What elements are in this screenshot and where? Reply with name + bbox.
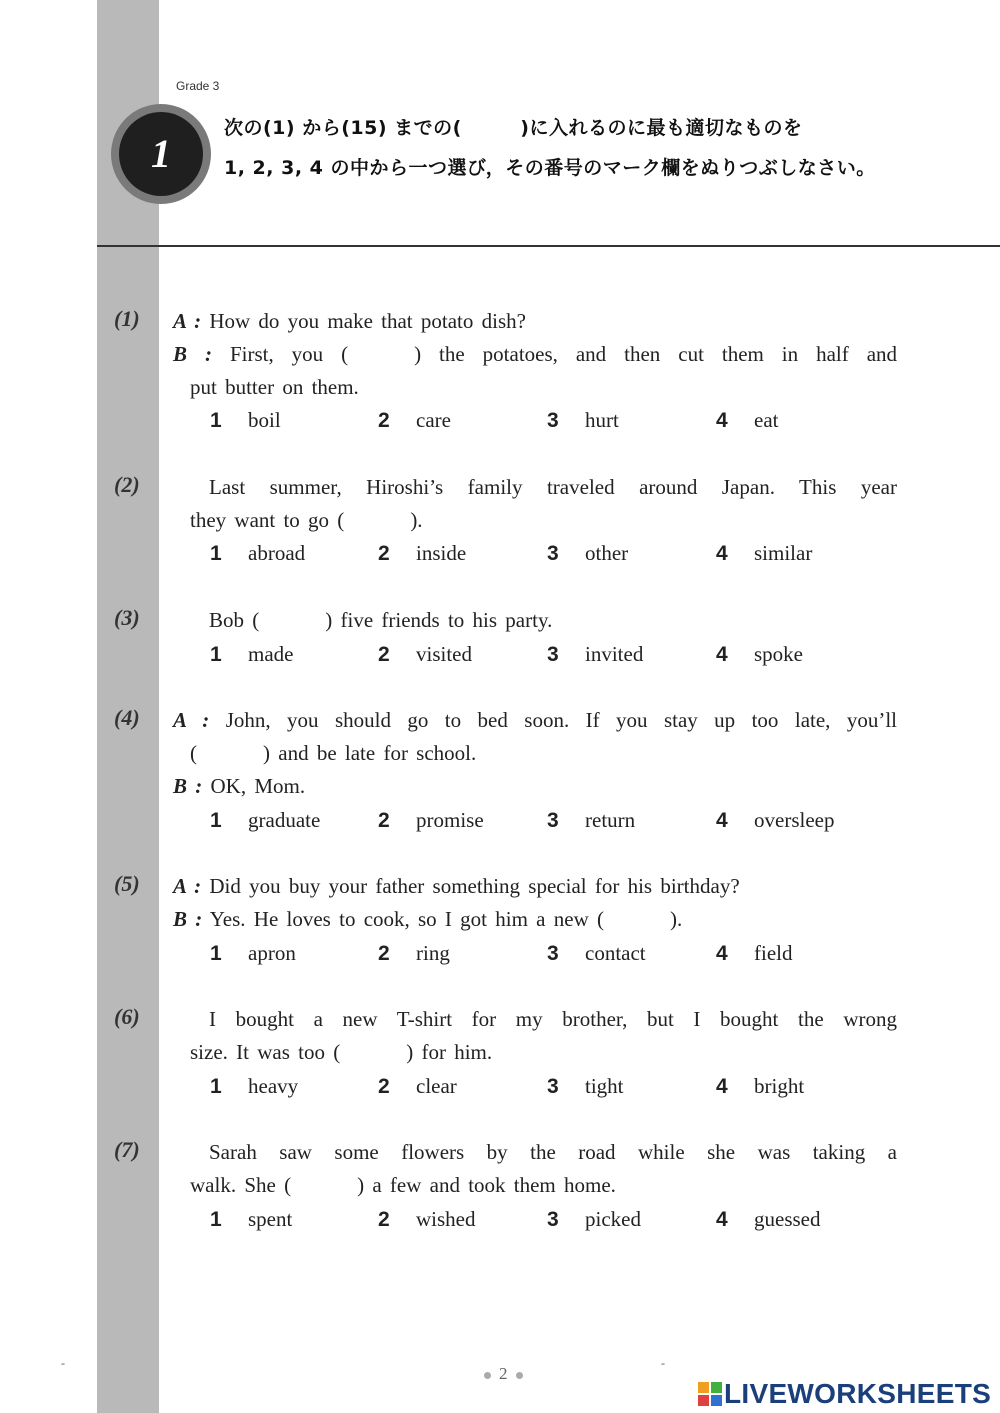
option-number: 2 bbox=[378, 542, 390, 565]
question-line bbox=[173, 874, 740, 899]
option-text: eat bbox=[754, 408, 779, 432]
answer-option[interactable] bbox=[210, 541, 305, 566]
option-text: spent bbox=[248, 1207, 293, 1231]
option-text: oversleep bbox=[754, 808, 835, 832]
answer-option[interactable] bbox=[716, 1074, 804, 1099]
line-text: How do you make that potato dish? bbox=[209, 309, 526, 333]
page-number-area bbox=[476, 1364, 531, 1384]
header-divider bbox=[97, 245, 1000, 247]
question-line: put butter on them. bbox=[190, 375, 359, 399]
option-number: 3 bbox=[547, 809, 559, 832]
option-number: 4 bbox=[716, 1208, 728, 1231]
option-text: similar bbox=[754, 541, 813, 565]
section-number: 1 bbox=[119, 112, 203, 196]
answer-option[interactable] bbox=[210, 1207, 292, 1232]
question-number: (4) bbox=[114, 705, 140, 730]
speaker-label: B : bbox=[173, 774, 203, 798]
option-text: field bbox=[754, 941, 793, 965]
answer-option[interactable] bbox=[547, 1207, 641, 1232]
speaker-label: A : bbox=[173, 708, 210, 732]
answer-option[interactable] bbox=[547, 642, 643, 667]
instruction-line-1: 次の(1) から(15) までの( )に入れるのに最も適切なものを bbox=[224, 117, 803, 139]
line-text: size. It was too ( bbox=[190, 1040, 341, 1064]
answer-option[interactable] bbox=[210, 1074, 298, 1099]
question-line bbox=[190, 1173, 616, 1198]
option-number: 4 bbox=[716, 1075, 728, 1098]
option-text: hurt bbox=[585, 408, 619, 432]
question-line bbox=[173, 342, 897, 367]
option-text: abroad bbox=[248, 541, 306, 565]
question-number: (2) bbox=[114, 472, 140, 497]
speaker-label: B : bbox=[173, 342, 212, 366]
option-number: 1 bbox=[210, 542, 222, 565]
answer-option[interactable] bbox=[378, 1074, 457, 1099]
option-text: care bbox=[416, 408, 451, 432]
answer-option[interactable] bbox=[210, 808, 320, 833]
section-badge bbox=[111, 104, 211, 204]
answer-option[interactable] bbox=[716, 642, 803, 667]
question-line bbox=[173, 907, 682, 932]
option-text: spoke bbox=[754, 642, 803, 666]
option-text: bright bbox=[754, 1074, 805, 1098]
answer-option[interactable] bbox=[378, 941, 450, 966]
question-line bbox=[173, 309, 526, 334]
line-text: they want to go ( bbox=[190, 508, 345, 532]
line-text: ) five friends to his party. bbox=[325, 608, 553, 632]
option-text: inside bbox=[416, 541, 467, 565]
answer-option[interactable] bbox=[716, 541, 812, 566]
line-text: Bob ( bbox=[209, 608, 260, 632]
line-text: walk. She ( bbox=[190, 1173, 292, 1197]
line-text: ) the potatoes, and then cut them in half and bbox=[414, 342, 898, 366]
option-number: 1 bbox=[210, 1075, 222, 1098]
answer-option[interactable] bbox=[378, 808, 484, 833]
option-number: 3 bbox=[547, 942, 559, 965]
option-text: picked bbox=[585, 1207, 641, 1231]
option-text: boil bbox=[248, 408, 281, 432]
option-text: visited bbox=[416, 642, 472, 666]
option-text: made bbox=[248, 642, 294, 666]
answer-option[interactable] bbox=[547, 808, 635, 833]
option-number: 1 bbox=[210, 1208, 222, 1231]
liveworksheets-icon bbox=[698, 1382, 722, 1406]
option-number: 1 bbox=[210, 409, 222, 432]
option-text: heavy bbox=[248, 1074, 299, 1098]
line-text: ). bbox=[669, 907, 683, 931]
answer-option[interactable] bbox=[716, 941, 792, 966]
question-line: I bought a new T-shirt for my brother, but I bought the wrong bbox=[209, 1007, 897, 1031]
option-text: other bbox=[585, 541, 629, 565]
line-text: ( bbox=[190, 741, 197, 765]
question-line: Sarah saw some flowers by the road while she was taking a bbox=[209, 1140, 897, 1164]
option-text: apron bbox=[248, 941, 296, 965]
question-line bbox=[190, 1040, 492, 1065]
answer-option[interactable] bbox=[378, 1207, 476, 1232]
question-number: (3) bbox=[114, 605, 140, 630]
option-number: 2 bbox=[378, 643, 390, 666]
question-line bbox=[190, 741, 476, 766]
option-text: graduate bbox=[248, 808, 321, 832]
line-text: ). bbox=[410, 508, 423, 532]
option-text: tight bbox=[585, 1074, 624, 1098]
answer-option[interactable] bbox=[378, 408, 451, 433]
question-number: (6) bbox=[114, 1004, 140, 1029]
option-text: ring bbox=[416, 941, 450, 965]
answer-option[interactable] bbox=[716, 808, 834, 833]
page-number: 2 bbox=[499, 1364, 508, 1383]
line-text: Did you buy your father something special for his birthday? bbox=[209, 874, 740, 898]
option-number: 3 bbox=[547, 542, 559, 565]
crop-mark: - bbox=[61, 1356, 65, 1370]
answer-option[interactable] bbox=[547, 408, 619, 433]
grade-label: Grade 3 bbox=[176, 79, 220, 93]
instruction-line-2: 1, 2, 3, 4 の中から一つ選び，その番号のマーク欄をぬりつぶしなさい。 bbox=[224, 157, 876, 179]
dot-icon bbox=[484, 1372, 491, 1379]
option-number: 4 bbox=[716, 409, 728, 432]
speaker-label: B : bbox=[173, 907, 203, 931]
crop-mark: - bbox=[661, 1356, 665, 1370]
option-number: 3 bbox=[547, 643, 559, 666]
option-text: guessed bbox=[754, 1207, 821, 1231]
option-text: promise bbox=[416, 808, 484, 832]
question-line: Last summer, Hiroshi’s family traveled around Japan. This year bbox=[209, 475, 897, 499]
option-number: 4 bbox=[716, 809, 728, 832]
line-text: ) a few and took them home. bbox=[357, 1173, 616, 1197]
option-number: 3 bbox=[547, 409, 559, 432]
brand-logo[interactable] bbox=[698, 1378, 991, 1410]
question-line bbox=[173, 774, 305, 799]
question-number: (5) bbox=[114, 871, 140, 896]
option-text: clear bbox=[416, 1074, 457, 1098]
option-number: 2 bbox=[378, 409, 390, 432]
option-text: return bbox=[585, 808, 636, 832]
answer-option[interactable] bbox=[210, 941, 296, 966]
option-text: contact bbox=[585, 941, 646, 965]
option-number: 1 bbox=[210, 942, 222, 965]
answer-option[interactable] bbox=[547, 941, 646, 966]
option-number: 4 bbox=[716, 942, 728, 965]
answer-option[interactable] bbox=[547, 541, 628, 566]
line-text: Yes. He loves to cook, so I got him a new ( bbox=[209, 907, 604, 931]
question-line bbox=[190, 508, 423, 533]
option-number: 2 bbox=[378, 1208, 390, 1231]
answer-option[interactable] bbox=[210, 408, 281, 433]
line-text: ) for him. bbox=[406, 1040, 493, 1064]
option-text: wished bbox=[416, 1207, 476, 1231]
line-text: OK, Mom. bbox=[210, 774, 306, 798]
answer-option[interactable] bbox=[547, 1074, 624, 1099]
line-text: First, you ( bbox=[229, 342, 349, 366]
option-number: 3 bbox=[547, 1208, 559, 1231]
question-number: (1) bbox=[114, 306, 140, 331]
answer-option[interactable] bbox=[378, 642, 472, 667]
option-number: 1 bbox=[210, 809, 222, 832]
question-line bbox=[173, 708, 897, 733]
speaker-label: A : bbox=[173, 309, 202, 333]
answer-option[interactable] bbox=[378, 541, 466, 566]
answer-option[interactable] bbox=[716, 1207, 821, 1232]
answer-option[interactable] bbox=[716, 408, 778, 433]
option-number: 1 bbox=[210, 643, 222, 666]
option-number: 2 bbox=[378, 809, 390, 832]
option-number: 4 bbox=[716, 643, 728, 666]
line-text: ) and be late for school. bbox=[263, 741, 477, 765]
answer-option[interactable] bbox=[210, 642, 293, 667]
question-line bbox=[209, 608, 552, 633]
line-text: John, you should go to bed soon. If you stay up too late, you’ll bbox=[225, 708, 897, 732]
option-number: 4 bbox=[716, 542, 728, 565]
option-number: 2 bbox=[378, 1075, 390, 1098]
option-number: 3 bbox=[547, 1075, 559, 1098]
dot-icon bbox=[516, 1372, 523, 1379]
speaker-label: A : bbox=[173, 874, 202, 898]
question-number: (7) bbox=[114, 1137, 140, 1162]
option-text: invited bbox=[585, 642, 644, 666]
option-number: 2 bbox=[378, 942, 390, 965]
brand-name: LIVEWORKSHEETS bbox=[724, 1378, 992, 1409]
